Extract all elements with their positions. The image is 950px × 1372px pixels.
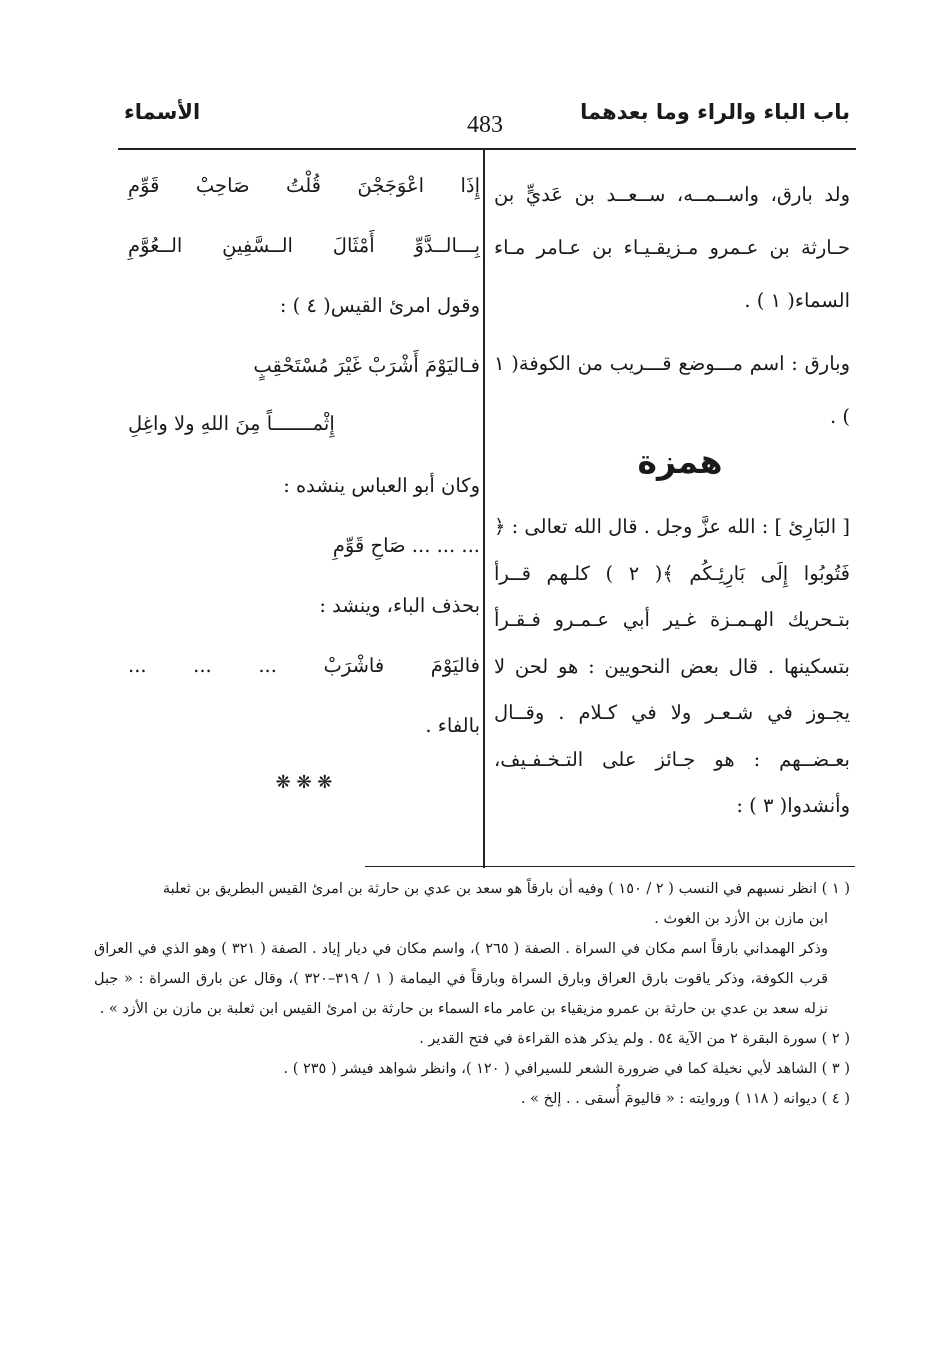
page-number: 483	[467, 112, 503, 138]
verse-line: إِذَا اعْوَجَجْنَ قُلْتُ صَاحِبْ قَوِّمِ	[128, 174, 480, 197]
right-column-bottom	[494, 504, 850, 830]
verse-line: فاليَوْمَ فاشْرَبْ ... ... ...	[128, 654, 480, 677]
verse-intro: وقول امرئ القيس( ٤ ) :	[279, 294, 480, 317]
footnote-2: ( ٢ ) سورة البقرة ٢ من الآية ٥٤ . ولم يذكر هذه القراءة في فتح القدير .	[419, 1031, 850, 1047]
footnote-4: ( ٤ ) ديوانه ( ١١٨ ) وروايته : « فاليومَ أُسقى . . إلخ » .	[520, 1091, 850, 1107]
chapter-title: باب الباء والراء وما بعدهما	[580, 100, 850, 124]
verse-line: إِثْمـــــــاً مِنَ اللهِ ولا واغِلِ	[128, 412, 335, 435]
verse-line: ... ... ... صَاحِ قَوِّمِ	[332, 534, 480, 557]
footnote-1: ( ١ ) انظر نسبهم في النسب ( ٢ / ١٥٠ ) وفيه أن بارقاً هو سعد بن عدي بن حارثة بن امرئ القيس البطريق بن ثعلبة	[162, 881, 850, 897]
section-heading: همزة	[637, 442, 723, 481]
footnote-3: ( ٣ ) الشاهد لأبي نخيلة كما في ضرورة الشعر للسيرافي ( ١٢٠ )، وانظر شواهد فيشر ( ٢٣٥ ) .	[283, 1061, 850, 1077]
right-column-top	[494, 168, 850, 443]
footnotes	[94, 874, 850, 1114]
paragraph-bariq-lineage: ولد بارق، واســمــه، ســعــد بن عَديٍّ بن حـارثة بن عـمرو مـزيقـيـاء بن عـامر مـاء السماء( ١ ) .	[494, 183, 850, 312]
verse-line: بِـــالــدَّوِّ أَمْثَالَ الــسَّفِينِ الــعُوَّمِ	[128, 234, 480, 257]
verse-note: بحذف الباء، وينشد :	[319, 594, 480, 617]
header-rule	[118, 148, 856, 150]
section-end-stars: ❋ ❋ ❋	[275, 772, 333, 793]
paragraph-albari: [ البَارِئ ] : الله عزَّ وجل . قال الله تعالى : ﴿ فَتُوبُوا إِلَى بَارِئِـكُم ﴾( ٢ ) كلـهم قــرأ بتـحريك الهـمـزة غـير أبي عـمـرو فـقـرأ بتسكينها . قال بعض النحويين : هو لحن لا يجـوز في شـعـر ولا في كـلام . وقــال بعـضــهم : هو جـائز على التـخـفـيف، وأنشدوا( ٣ ) :	[494, 515, 850, 817]
section-title: الأسماء	[124, 100, 201, 124]
footnote-rule	[365, 866, 855, 867]
footnote-1-paragraph: وذكر الهمداني بارقاً اسم مكان في السراة . الصفة ( ٢٦٥ )، واسم مكان في ديار إياد . الصفة ( ٣٢١ ) وهو الذي في العراق قرب الكوفة، وذكر ياقوت بارق العراق وبارق السراة وبارقاً في اليمامة ( ١ / ٣١٩–٣٢٠ )، وقال عن بارق السراة : « جبل نزله سعد بن عدي بن حارثة بن عمرو مزيقياء بن عامر ماء السماء بن حارثة بن امرئ القيس ابن ثعلبة بن مازن بن الأزد » .	[94, 941, 828, 1017]
paragraph-bariq-place: وبارق : اسم مـــوضع قـــريب من الكوفة( ١ ) .	[494, 352, 850, 428]
footnote-1-continued: ابن مازن بن الأزد بن الغوث .	[654, 911, 828, 927]
column-divider	[483, 150, 485, 868]
verse-line: فـاليَوْمَ أَشْرَبْ غَيْرَ مُسْتَحْقِبٍ	[253, 354, 480, 377]
verse-note: بالفاء .	[425, 714, 480, 737]
verse-intro: وكان أبو العباس ينشده :	[283, 474, 480, 497]
